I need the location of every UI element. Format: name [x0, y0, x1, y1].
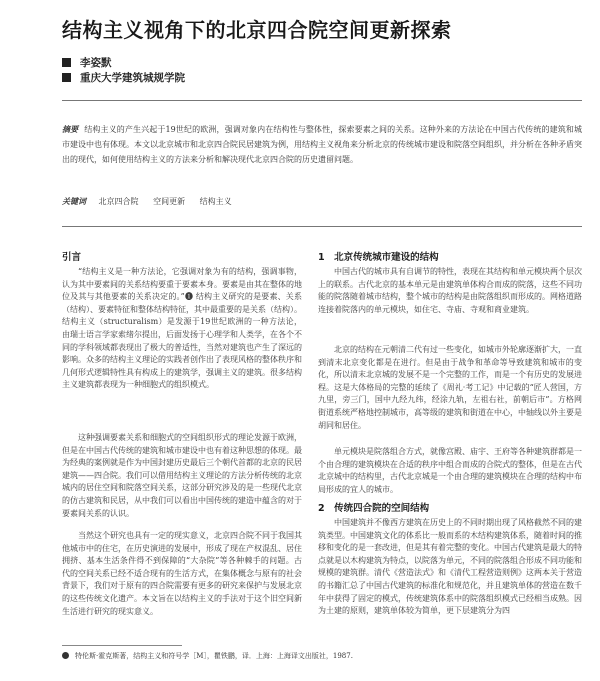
intro-paragraph-2: 这种强调要素关系和细胞式的空间组织形式的理论发源于欧洲，但是在中国古代传统的建筑和城市建设中也有着这种思想的体现。最为经典的案例就是作为中国封建历史最后三个朝代首都的北京的民居建筑——四合院。我们可以借用结构主义理论的方法分析传统的北京城内的居住空间和院落空间关系，这部分研究涉及的是一些现代北京的仿古建筑和民居，从中我们可以看出中国传统的建造中蕴含的对于要素间关系的认识。 — [62, 433, 302, 518]
footnote-marker-icon — [62, 652, 69, 659]
section-1-heading: 1 北京传统城市建设的结构 — [318, 252, 439, 263]
section-2-heading: 2 传统四合院的空间结构 — [318, 503, 430, 514]
keyword-item: 结构主义 — [199, 197, 232, 206]
keywords-label: 关键词 — [62, 196, 86, 206]
keywords-line — [62, 196, 582, 207]
abstract-text: 结构主义的产生兴起于19世纪的欧洲，强调对象内在结构性与整体性，探索要素之间的关系。这种外来的方法论在中国古代传统的建筑和城市建设中也有体现。本文以北京城市和北京四合院民居建筑为例，用结构主义视角来分析北京的传统城市建设和院落空间组织，并分析在各种矛盾突出的现代，如何使用结构主义的方法来分析和解决现代北京四合院的历史遗留问题。 — [62, 125, 582, 164]
paper-title: 结构主义视角下的北京四合院空间更新探索 — [62, 18, 452, 42]
section-1-paragraph-3: 单元模块是院落组合方式，就像宫殿、庙宇、王府等各种建筑群都是一个由合理的建筑模块在合适的秩序中组合而成的合院式的整体，但是在古代北京城中的结构里，古代北京城是一个由合理的建筑模块在合理的结构中布局形成的宜人的城市。 — [318, 447, 582, 494]
keyword-item: 北京四合院 — [98, 197, 139, 206]
abstract-label: 摘要 — [62, 124, 79, 134]
abstract-block — [62, 122, 582, 167]
square-bullet-icon — [62, 58, 71, 67]
section-1-paragraph-2: 北京的结构在元朝清二代有过一些变化，如城市外轮廓逐渐扩大，一直到清末北京变化都是在进行。但是由于战争和革命等导致建筑和城市的变化，所以清末北京城的发展不是一个完整的工作，而是一个有历史的发展进程。这是大体格局的完整的延续了《周礼·考工记》中记载的“匠人营国，方九里，旁三门，国中九经九纬，经涂九轨，左祖右社，前朝后市”。方格网街道系统严格地控制城市，高等级的建筑和街道在中心，中轴线以外主要是胡同和居住。 — [318, 345, 582, 430]
abstract-rule — [62, 226, 582, 227]
intro-heading: 引言 — [62, 252, 82, 263]
intro-paragraph-3: 当然这个研究也具有一定的现实意义，北京四合院不同于我国其他城市中的住宅，在历史演进的发展中，形成了现在产权混乱、居住拥挤、基本生活条件得不到保障的“大杂院”等各种棘手的问题。古代的空间关系已经不适合现有的生活方式，在集体概念与原有的社会背景下，我们对于原有的四合院需要有更多的研究来保护与发展北京的这些传统文化遗产。本文旨在以结构主义的手法对于这个旧空间新生活进行研究的现实意义。 — [62, 531, 302, 616]
footnote-rule — [62, 645, 182, 646]
section-2-paragraph-1: 中国建筑并不像西方建筑在历史上的不同时期出现了风格截然不同的建筑类型。中国建筑文化的体系比一般而系的木结构建筑体系，随着时间的推移和变化的是一套改进，但是其有着完整的变化。中国古代建筑是最大的特点就是以木构建筑为特点，以院落为单元，不同的院落组合形成不同功能和规模的建筑群。清代《营造法式》和《清代工程营造则例》这两本关于营造的书籍汇总了中国古代建筑的标准化和规范化，并且建筑单体的营造在数千年中获得了固定的模式，传统建筑体系中的院落组织模式已经相当成熟。因为土建的原则，建筑单体较为简单，更下层建筑分为四 — [318, 518, 582, 616]
author-name: 李姿默 — [80, 57, 112, 69]
square-bullet-icon — [62, 73, 71, 82]
keyword-item: 空间更新 — [153, 197, 186, 206]
author-name-line — [62, 55, 112, 70]
section-1-paragraph-1: 中国古代的城市具有自调节的特性，表现在其结构和单元模块两个层次上的联系。古代北京的基本单元是由建筑单体构合而成的院落，这些不同功能的院落随着城市结构，整个城市的结构是由院落组织而形成的。网格道路连接着院落内的单元模块，如住宅、寺庙、寺观和商业建筑。 — [318, 267, 582, 314]
author-affiliation-line — [62, 70, 185, 85]
footnote-text: 特伦斯·霍克斯著，结构主义和符号学［M］，瞿铁鹏，译．上海：上海译文出版社，1987. — [75, 652, 353, 660]
header-rule — [62, 100, 582, 101]
author-affiliation: 重庆大学建筑城规学院 — [80, 72, 185, 84]
footnote — [62, 651, 582, 661]
intro-paragraph-1: “结构主义是一种方法论，它强调对象为有的结构，强调事物，认为其中要素间的关系结构要重于要素本身。要素是由其在整体的地位及其与其他要素的关系决定的。”❶ 结构主义研究的是要素、关系（结构）、要素特征和整体结构特征，其中最重要的是关系（结构）。结构主义（structuralism）是发源于19世纪欧洲的一种方法论，由瑞士语言学家索绪尔提出，后面发扬于心理学和人类学，在各个不同的学科领域都表现出了极大的普适性，当然对建筑也产生了深远的影响。众多的结构主义理论的实践者创作出了表现风格的整体秩序和几何形式逻辑特性具有构成上的建筑学，强调主义的建筑。很多结构主义建筑都表现为一种细胞式的组织模式。 — [62, 267, 302, 390]
